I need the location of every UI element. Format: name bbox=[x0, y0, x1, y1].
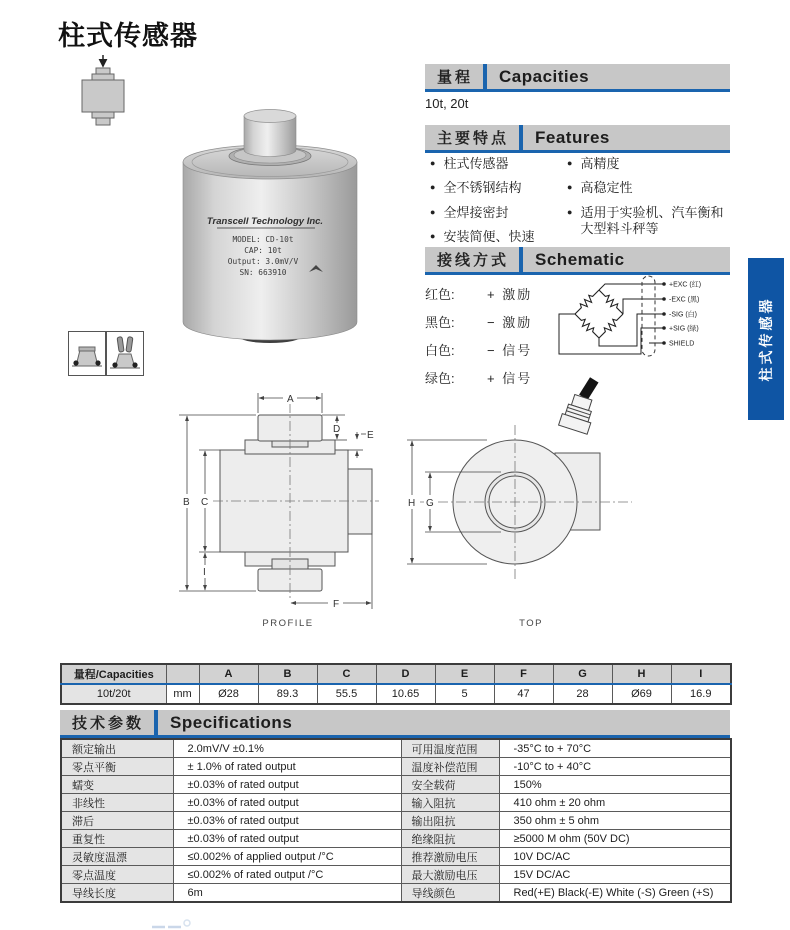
dim-value-cell: Ø69 bbox=[612, 684, 671, 704]
feature-text: 全焊接密封 bbox=[443, 204, 509, 220]
feature-item bbox=[428, 180, 563, 196]
features-en-label: Features bbox=[535, 127, 610, 147]
spec-label: 重复性 bbox=[61, 830, 173, 848]
feature-item bbox=[428, 156, 563, 172]
photo-brand-engraving: Transcell Technology Inc. bbox=[206, 216, 324, 227]
specifications-table bbox=[60, 738, 732, 903]
dim-value-cell: 89.3 bbox=[258, 684, 317, 704]
feature-text: 高精度 bbox=[580, 156, 620, 171]
spec-row bbox=[61, 794, 731, 812]
wire-row bbox=[425, 340, 532, 359]
bullet-icon: ● bbox=[567, 206, 573, 217]
spec-label: 最大激励电压 bbox=[401, 866, 499, 884]
feature-text: 高稳定性 bbox=[580, 180, 633, 196]
dim-header-cell: G bbox=[553, 664, 612, 684]
spec-value: ≤0.002% of rated output /°C bbox=[173, 866, 401, 884]
feature-item bbox=[428, 229, 563, 245]
spec-value: 2.0mV/V ±0.1% bbox=[173, 739, 401, 758]
spec-label: 零点平衡 bbox=[61, 758, 173, 776]
wire-row bbox=[425, 312, 532, 331]
feature-item bbox=[428, 205, 563, 221]
spec-row bbox=[61, 812, 731, 830]
spec-label: 安全载荷 bbox=[401, 776, 499, 794]
side-tab-label: 柱式传感器 bbox=[758, 296, 774, 382]
spec-value: ±0.03% of rated output bbox=[173, 776, 401, 794]
photo-engraving-line: SN: 663910 bbox=[239, 268, 287, 277]
dim-letter-C: C bbox=[201, 497, 209, 508]
spec-label: 输出阻抗 bbox=[401, 812, 499, 830]
spec-label: 灵敏度温漂 bbox=[61, 848, 173, 866]
spec-value: -10°C to + 40°C bbox=[499, 758, 731, 776]
features-list-right bbox=[565, 156, 733, 245]
top-caption: TOP bbox=[519, 618, 543, 629]
capacities-zh-label: 量程 bbox=[437, 69, 474, 86]
dim-header-cell bbox=[166, 664, 199, 684]
wire-signal: + 激励 bbox=[487, 287, 533, 302]
dim-header-cell: B bbox=[258, 664, 317, 684]
wire-color: 红色: bbox=[425, 287, 455, 302]
mount-icon bbox=[69, 332, 105, 375]
dim-header-cell: C bbox=[317, 664, 376, 684]
spec-row bbox=[61, 884, 731, 903]
dim-value-cell: 5 bbox=[435, 684, 494, 704]
bullet-icon: ● bbox=[567, 182, 573, 193]
wire-color: 黑色: bbox=[425, 315, 455, 330]
schematic-en-label: Schematic bbox=[535, 249, 625, 269]
wire-signal: − 信号 bbox=[487, 343, 533, 358]
feature-item bbox=[565, 205, 733, 238]
features-zh-label: 主要特点 bbox=[437, 130, 510, 147]
specs-en-label: Specifications bbox=[170, 712, 293, 732]
spec-label: 输入阻抗 bbox=[401, 794, 499, 812]
spec-value: -35°C to + 70°C bbox=[499, 739, 731, 758]
spec-label: 绝缘阻抗 bbox=[401, 830, 499, 848]
dim-header-cell: I bbox=[671, 664, 731, 684]
dim-letter-E: E bbox=[367, 430, 374, 441]
profile-caption: PROFILE bbox=[262, 618, 314, 629]
photo-engraving-line: Output: 3.0mV/V bbox=[227, 257, 299, 266]
dim-header-cell: F bbox=[494, 664, 553, 684]
dim-letter-H: H bbox=[408, 498, 416, 509]
spec-value: 10V DC/AC bbox=[499, 848, 731, 866]
spec-value: ≤0.002% of applied output /°C bbox=[173, 848, 401, 866]
spec-row bbox=[61, 739, 731, 758]
dim-value-cell: 47 bbox=[494, 684, 553, 704]
wire-signal: − 激励 bbox=[487, 315, 533, 330]
dim-value-cell: mm bbox=[166, 684, 199, 704]
dim-table-value-row bbox=[61, 684, 731, 704]
spec-label: 推荐激励电压 bbox=[401, 848, 499, 866]
dim-value-cell: 10.65 bbox=[376, 684, 435, 704]
dim-value-cell: 16.9 bbox=[671, 684, 731, 704]
feature-item bbox=[565, 156, 733, 172]
terminal-label: -SIG (白) bbox=[669, 311, 697, 319]
bullet-icon: ● bbox=[430, 182, 436, 193]
mount-thumbnail-2 bbox=[106, 331, 144, 376]
bullet-icon: ● bbox=[430, 206, 436, 217]
feature-text: 安装简便、快速 bbox=[443, 228, 535, 244]
spec-value: ≥5000 M ohm (50V DC) bbox=[499, 830, 731, 848]
spec-value: 410 ohm ± 20 ohm bbox=[499, 794, 731, 812]
spec-value: ± 1.0% of rated output bbox=[173, 758, 401, 776]
spec-value: ±0.03% of rated output bbox=[173, 794, 401, 812]
dim-letter-B: B bbox=[183, 497, 190, 508]
capacities-value: 10t, 20t bbox=[425, 96, 469, 111]
dim-letter-F: F bbox=[333, 599, 340, 610]
spec-row bbox=[61, 866, 731, 884]
spec-label: 可用温度范围 bbox=[401, 739, 499, 758]
bullet-icon: ● bbox=[430, 230, 436, 241]
specs-zh-label: 技术参数 bbox=[72, 715, 145, 732]
dim-header-cell: H bbox=[612, 664, 671, 684]
dim-value-cell: 55.5 bbox=[317, 684, 376, 704]
spec-label: 温度补偿范围 bbox=[401, 758, 499, 776]
terminal-label: SHIELD bbox=[669, 340, 695, 348]
spec-value: 6m bbox=[173, 884, 401, 903]
product-photo bbox=[165, 100, 425, 380]
page-title: 柱式传感器 bbox=[58, 21, 198, 51]
section-header-capacities bbox=[425, 64, 730, 92]
dimension-table bbox=[60, 663, 732, 705]
partial-logo bbox=[150, 919, 210, 930]
photo-engraving-line: MODEL: CD-10t bbox=[232, 235, 294, 244]
capacities-en-label: Capacities bbox=[499, 66, 590, 86]
profile-drawing bbox=[165, 385, 395, 630]
dim-header-cell: A bbox=[199, 664, 258, 684]
dim-header-cell: E bbox=[435, 664, 494, 684]
dim-value-cell: 28 bbox=[553, 684, 612, 704]
spec-row bbox=[61, 758, 731, 776]
section-header-specifications bbox=[60, 710, 730, 738]
terminal-label: +SIG (绿) bbox=[669, 325, 699, 333]
spec-row bbox=[61, 848, 731, 866]
dim-value-cell: Ø28 bbox=[199, 684, 258, 704]
mount-icon bbox=[107, 332, 143, 375]
spec-value: Red(+E) Black(-E) White (-S) Green (+S) bbox=[499, 884, 731, 903]
dim-letter-A: A bbox=[287, 394, 294, 405]
dim-header-cell: D bbox=[376, 664, 435, 684]
features-list-left bbox=[428, 156, 563, 253]
terminal-label: +EXC (红) bbox=[669, 281, 702, 289]
loadcell-pictogram-icon bbox=[70, 54, 136, 138]
spec-label: 导线颜色 bbox=[401, 884, 499, 903]
photo-engraving-line: CAP: 10t bbox=[244, 246, 282, 255]
spec-label: 蠕变 bbox=[61, 776, 173, 794]
wire-color: 绿色: bbox=[425, 371, 455, 386]
spec-value: 150% bbox=[499, 776, 731, 794]
spec-value: 350 ohm ± 5 ohm bbox=[499, 812, 731, 830]
spec-value: ±0.03% of rated output bbox=[173, 830, 401, 848]
section-header-features bbox=[425, 125, 730, 153]
feature-item bbox=[565, 180, 733, 196]
spec-value: 15V DC/AC bbox=[499, 866, 731, 884]
dim-table-header-row bbox=[61, 664, 731, 684]
spec-row bbox=[61, 776, 731, 794]
side-tab bbox=[748, 258, 784, 420]
dim-letter-I: I bbox=[203, 567, 206, 578]
feature-text: 适用于实验机、汽车衡和大型料斗秤等 bbox=[580, 204, 724, 236]
spec-value: ±0.03% of rated output bbox=[173, 812, 401, 830]
schematic-zh-label: 接线方式 bbox=[437, 252, 510, 269]
dim-header-cell: 量程/Capacities bbox=[61, 664, 166, 684]
terminal-label: -EXC (黑) bbox=[669, 296, 700, 304]
dim-letter-G: G bbox=[426, 498, 434, 509]
top-drawing bbox=[395, 375, 645, 630]
bullet-icon: ● bbox=[567, 158, 573, 168]
feature-text: 柱式传感器 bbox=[443, 156, 509, 171]
feature-text: 全不锈钢结构 bbox=[443, 180, 522, 196]
spec-label: 额定输出 bbox=[61, 739, 173, 758]
wire-signal: + 信号 bbox=[487, 371, 533, 386]
bullet-icon: ● bbox=[430, 158, 436, 168]
spec-label: 非线性 bbox=[61, 794, 173, 812]
bridge-schematic bbox=[545, 270, 740, 382]
dim-value-cell: 10t/20t bbox=[61, 684, 166, 704]
spec-label: 滞后 bbox=[61, 812, 173, 830]
spec-label: 导线长度 bbox=[61, 884, 173, 903]
wire-row bbox=[425, 284, 532, 303]
dim-letter-D: D bbox=[333, 424, 341, 435]
wire-color: 白色: bbox=[425, 343, 455, 358]
spec-label: 零点温度 bbox=[61, 866, 173, 884]
mount-thumbnail-1 bbox=[68, 331, 106, 376]
spec-row bbox=[61, 830, 731, 848]
